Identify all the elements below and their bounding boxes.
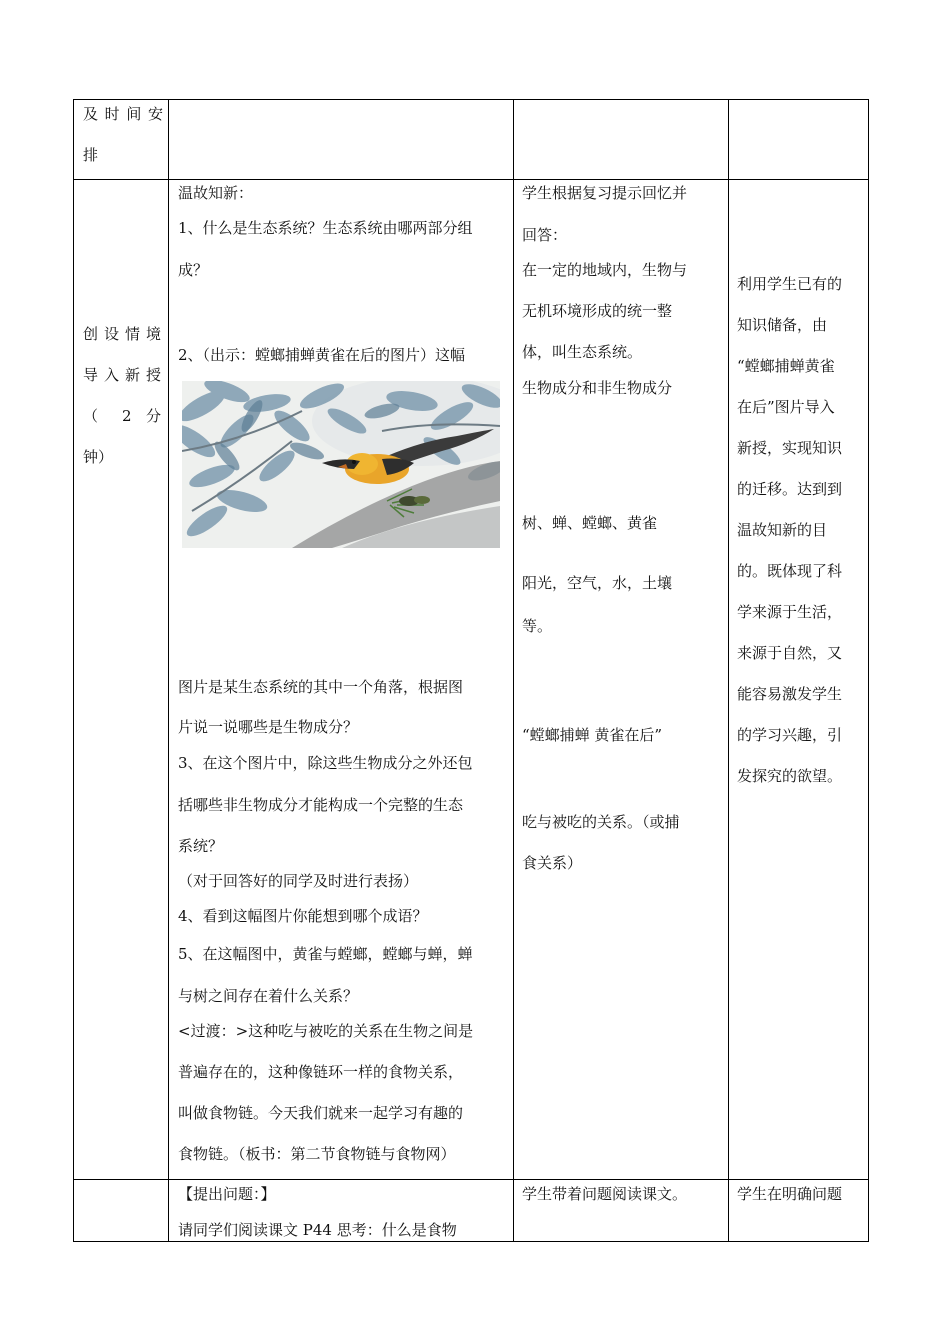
row0-stage-line: 及时间安 <box>83 105 163 123</box>
student-line: 体，叫生态系统。 <box>522 343 643 361</box>
stage-label-line: 创设情境 <box>83 325 161 343</box>
intent-line: 学生在明确问题 <box>737 1185 843 1203</box>
student-line: 学生带着问题阅读课文。 <box>522 1185 688 1203</box>
teacher-line: （对于回答好的同学及时进行表扬） <box>178 872 419 890</box>
row0-stage-cell <box>83 94 163 176</box>
teacher-line: 【提出问题：】 <box>178 1185 276 1203</box>
teacher-line: 括哪些非生物成分才能构成一个完整的生态 <box>178 796 464 814</box>
intent-line: 新授，实现知识 <box>737 439 843 457</box>
student-line: 无机环境形成的统一整 <box>522 302 673 320</box>
student-line: 在一定的地域内，生物与 <box>522 261 688 279</box>
row-divider-2 <box>73 1179 869 1180</box>
teacher-line: 1、什么是生态系统？生态系统由哪两部分组 <box>178 219 473 237</box>
intent-line: “螳螂捕蝉黄雀 <box>737 357 835 375</box>
intent-line: 利用学生已有的 <box>737 275 843 293</box>
intent-line: 的学习兴趣，引 <box>737 726 843 744</box>
teacher-line: 温故知新： <box>178 184 254 202</box>
student-line: 吃与被吃的关系。（或捕 <box>522 813 680 831</box>
student-line: 食关系） <box>522 854 583 872</box>
table-border-top <box>73 99 869 100</box>
student-line: 学生根据复习提示回忆并 <box>522 184 688 202</box>
table-border-left <box>73 99 74 1242</box>
teacher-line: 与树之间存在着什么关系？ <box>178 987 359 1005</box>
table-divider-1 <box>168 99 169 1242</box>
stage-label-line: 导入新授 <box>83 366 161 384</box>
teacher-line: 叫做食物链。今天我们就来一起学习有趣的 <box>178 1104 464 1122</box>
student-line: 等。 <box>522 617 553 635</box>
row-divider-1 <box>73 179 869 180</box>
student-line: 回答： <box>522 226 568 244</box>
intent-line: 的迁移。达到到 <box>737 480 843 498</box>
teacher-line: 5、在这幅图中，黄雀与螳螂，螳螂与蝉，蝉 <box>178 945 473 963</box>
teacher-line: 食物链。（板书：第二节食物链与食物网） <box>178 1145 456 1163</box>
student-line: 阳光，空气，水，土壤 <box>522 574 673 592</box>
teacher-line: 成？ <box>178 261 209 279</box>
teacher-line: 4、看到这幅图片你能想到哪个成语？ <box>178 907 428 925</box>
student-line: 树、蝉、螳螂、黄雀 <box>522 514 658 532</box>
intent-line: 来源于自然，又 <box>737 644 843 662</box>
teacher-line: <过渡：>这种吃与被吃的关系在生物之间是 <box>178 1022 474 1040</box>
teacher-line: 片说一说哪些是生物成分？ <box>178 718 359 736</box>
intent-line: 在后”图片导入 <box>737 398 835 416</box>
stage-label-line: （ 2 分 <box>83 407 161 425</box>
intent-line: 学来源于生活， <box>737 603 843 621</box>
table-divider-3 <box>728 99 729 1242</box>
table-border-bottom <box>73 1241 869 1242</box>
teacher-line: 3、在这个图片中，除这些生物成分之外还包 <box>178 754 473 772</box>
student-line: “螳螂捕蝉 黄雀在后” <box>522 726 663 744</box>
intent-line: 的。既体现了科 <box>737 562 843 580</box>
table-divider-2 <box>513 99 514 1242</box>
teacher-line: 2、（出示：螳螂捕蝉黄雀在后的图片）这幅 <box>178 346 466 364</box>
student-line: 生物成分和非生物成分 <box>522 379 673 397</box>
teacher-line: 请同学们阅读课文 P44 思考：什么是食物 <box>178 1221 457 1239</box>
painting-illustration <box>182 381 500 548</box>
teacher-line: 系统？ <box>178 837 224 855</box>
row0-stage-line: 排 <box>83 146 99 164</box>
teacher-line: 普遍存在的，这种像链环一样的食物关系， <box>178 1063 464 1081</box>
intent-line: 知识储备，由 <box>737 316 828 334</box>
intent-line: 能容易激发学生 <box>737 685 843 703</box>
intent-line: 发探究的欲望。 <box>737 767 843 785</box>
stage-label-cell <box>83 314 161 478</box>
stage-label-line: 钟） <box>83 448 114 466</box>
mantis-oriole-painting <box>182 381 500 548</box>
table-border-right <box>868 99 869 1242</box>
intent-line: 温故知新的目 <box>737 521 828 539</box>
teacher-line: 图片是某生态系统的其中一个角落，根据图 <box>178 678 464 696</box>
design-intent-cell <box>737 264 861 797</box>
